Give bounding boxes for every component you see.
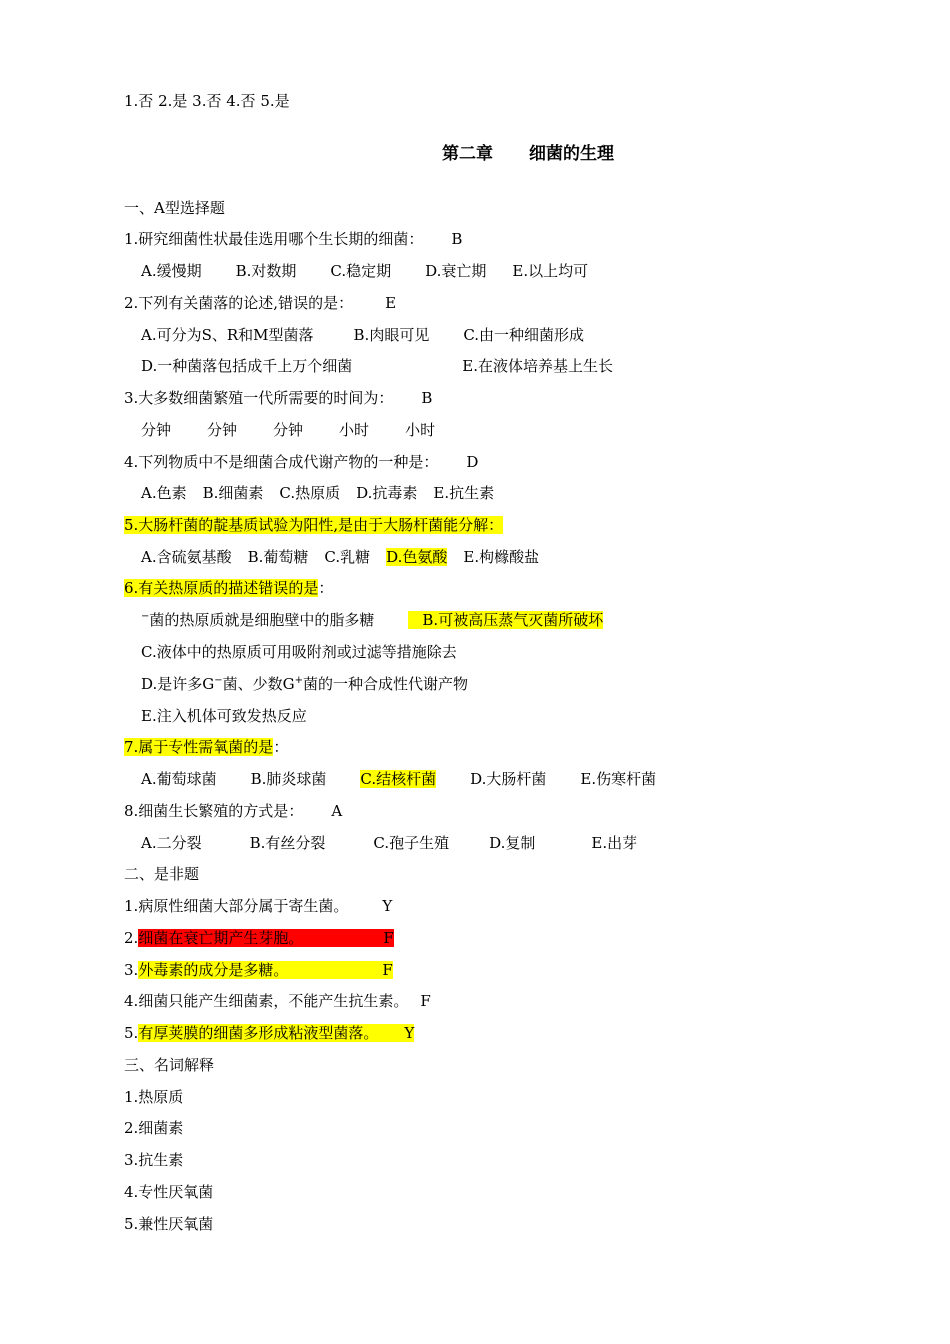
previous-answers: 1.否 2.是 3.否 4.否 5.是 [124,92,290,110]
question-1 [124,229,462,249]
question-stem: 2.下列有关菌落的论述,错误的是： [124,294,354,312]
section-heading-a: 一、A型选择题 [124,199,225,217]
statement-highlighted [138,929,393,947]
answer-key: D [466,453,479,471]
question-stem: 5.大肠杆菌的靛基质试验为阳性,是由于大肠杆菌能分解： [124,516,504,534]
question-3-options [141,420,435,440]
option: E.抗生素 [433,484,495,502]
option: D.大肠杆菌 [470,770,547,788]
answer-key: F [382,961,393,979]
term-item: 2.细菌素 [124,1119,184,1137]
option: B.肉眼可见 [353,326,430,344]
option: A.色素 [141,484,187,502]
tf-item-2 [124,928,394,948]
option-b-text: B.可被高压蒸气灭菌所破坏 [422,611,604,629]
option: B.细菌素 [202,484,264,502]
question-2-options-row1 [141,325,584,345]
option-d-part: D.是许多G [141,675,215,693]
question-6-option-d [141,674,468,694]
statement: 外毒素的成分是多糖。 [138,961,289,979]
statement-highlighted [138,1024,414,1042]
question-stem: 4.下列物质中不是细菌合成代谢产物的一种是： [124,453,439,471]
option: B.对数期 [235,262,297,280]
item-number: 1. [124,897,139,915]
chapter-title [0,142,950,166]
question-stem: 3.大多数细菌繁殖一代所需要的时间为： [124,389,394,407]
option-d-part: 菌的一种合成性代谢产物 [303,675,469,693]
answer-key: F [420,992,431,1010]
option-highlighted: C.结核杆菌 [360,770,437,788]
option: B.肺炎球菌 [250,770,327,788]
option: D.衰亡期 [425,262,487,280]
option: D.一种菌落包括成千上万个细菌 [141,357,353,375]
statement: 有厚荚膜的细菌多形成粘液型菌落。 [138,1024,379,1042]
term-item: 3.抗生素 [124,1151,184,1169]
item-number: 5. [124,1024,139,1042]
option-d-part: 菌、少数G [222,675,295,693]
option: E.在液体培养基上生长 [462,357,613,375]
superscript: − [141,611,150,622]
option: B.有丝分裂 [249,834,326,852]
answer-key: Y [404,1024,415,1042]
statement: 病原性细菌大部分属于寄生菌。 [138,897,349,915]
option: D.抗毒素 [356,484,418,502]
question-stem: 6.有关热原质的描述错误的是 [124,579,319,597]
option: 小时 [339,421,370,439]
option: C.稳定期 [330,262,392,280]
question-7 [124,737,288,757]
superscript: − [214,675,223,686]
question-2-options-row2 [141,356,613,376]
question-stem: 1.研究细菌性状最佳选用哪个生长期的细菌： [124,230,424,248]
option: 分钟 [207,421,238,439]
answer-key: F [383,929,394,947]
option: E.出芽 [591,834,638,852]
option: A.缓慢期 [141,262,202,280]
option: C.乳糖 [324,548,371,566]
tf-item-4 [124,991,431,1011]
term-item: 4.专性厌氧菌 [124,1183,214,1201]
question-8 [124,801,342,821]
superscript: + [294,675,304,686]
option: C.孢子生殖 [373,834,450,852]
answer-key: B [451,230,463,248]
option: 分钟 [141,421,172,439]
chapter-number: 第二章 [442,144,493,164]
question-6 [124,578,333,598]
option: A.可分为S、R和M型菌落 [141,326,314,344]
section-heading-b: 二、是非题 [124,865,200,883]
tf-item-1 [124,896,392,916]
question-stem-tail: ： [273,738,289,756]
question-1-options [141,261,588,281]
question-4 [124,452,478,472]
answer-key: E [385,294,397,312]
question-5 [124,515,503,535]
answer-key: A [331,802,343,820]
option: C.由一种细菌形成 [463,326,585,344]
question-7-options [141,769,656,789]
question-6-option-a-b [141,610,603,630]
statement-highlighted [138,961,392,979]
tf-item-3 [124,960,393,980]
chapter-name: 细菌的生理 [529,144,614,164]
question-8-options [141,833,637,853]
question-6-option-c: C.液体中的热原质可用吸附剂或过滤等措施除去 [141,643,457,661]
question-stem-tail: ： [318,579,334,597]
answer-key: B [421,389,433,407]
item-number: 3. [124,961,139,979]
option: A.二分裂 [141,834,202,852]
question-4-options [141,483,494,503]
option: 分钟 [273,421,304,439]
term-item: 5.兼性厌氧菌 [124,1215,214,1233]
statement: 细菌在衰亡期产生芽胞。 [138,929,304,947]
option: C.热原质 [279,484,341,502]
option: A.葡萄球菌 [141,770,217,788]
option: D.复制 [489,834,536,852]
item-number: 2. [124,929,139,947]
question-stem: 8.细菌生长繁殖的方式是： [124,802,304,820]
answer-key: Y [382,897,393,915]
option: B.葡萄糖 [247,548,309,566]
question-3 [124,388,432,408]
tf-item-5 [124,1023,414,1043]
option: 菌的热原质就是细胞壁中的脂多糖 [149,611,375,629]
term-item: 1.热原质 [124,1088,184,1106]
option: E.伤寒杆菌 [580,770,657,788]
option: 小时 [405,421,436,439]
item-number: 4. [124,992,139,1010]
question-5-options [141,547,539,567]
question-2 [124,293,396,313]
question-stem: 7.属于专性需氧菌的是 [124,738,274,756]
section-heading-c: 三、名词解释 [124,1056,215,1074]
option: E.枸橼酸盐 [463,548,540,566]
statement: 细菌只能产生细菌素，不能产生抗生素。 [138,992,409,1010]
question-6-option-e: E.注入机体可致发热反应 [141,707,307,725]
option: E.以上均可 [512,262,589,280]
option-highlighted: D.色氨酸 [386,548,448,566]
option: A.含硫氨基酸 [141,548,232,566]
option-highlighted [408,611,603,629]
